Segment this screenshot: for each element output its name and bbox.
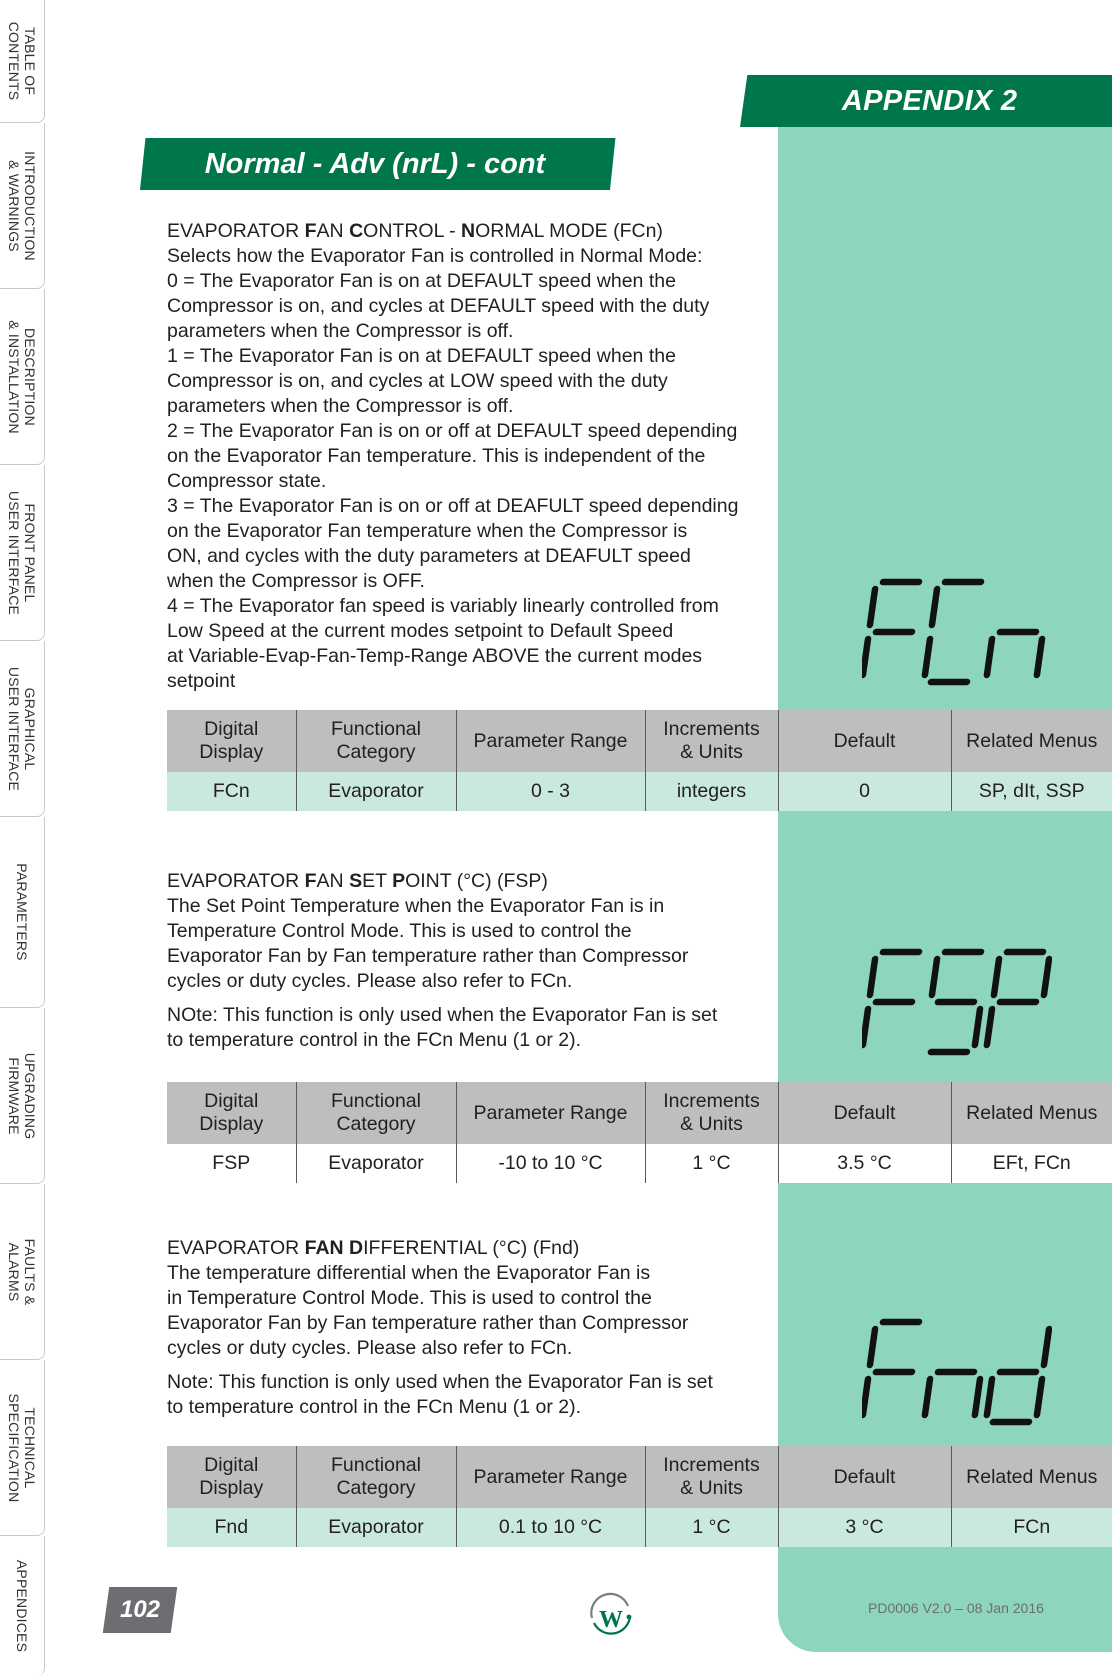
table-header-row [167, 710, 1112, 772]
body-line: on the Evaporator Fan temperature when the Compressor is [167, 520, 688, 542]
cell-increments-units: 1 °C [645, 1144, 778, 1183]
cell-parameter-range: 0 - 3 [456, 772, 645, 811]
body-line: setpoint [167, 670, 236, 692]
th-increments-units: Increments & Units [645, 1446, 778, 1508]
lcd-segment [975, 1379, 980, 1415]
th-digital-display: Digital Display [167, 1082, 296, 1144]
body-line: Compressor is on, and cycles at DEFAULT speed with the duty [167, 295, 710, 317]
table-row [167, 772, 1112, 811]
lcd-segment [925, 639, 930, 675]
side-tab-label: UPGRADING FIRMWARE [6, 1052, 38, 1139]
side-tab-label: INTRODUCTION & WARNINGS [6, 150, 38, 261]
lcd-segment [870, 589, 875, 625]
th-functional-category: Functional Category [296, 710, 456, 772]
body-line: parameters when the Compressor is off. [167, 395, 514, 417]
lcd-segment [987, 1379, 992, 1415]
side-tab-upgrading[interactable] [0, 1008, 45, 1184]
th-related-menus: Related Menus [951, 1446, 1112, 1508]
cell-default: 0 [778, 772, 951, 811]
body-line: 3 = The Evaporator Fan is on or off at DEAFULT speed depending [167, 495, 739, 517]
side-tab-technical[interactable] [0, 1360, 45, 1536]
lcd-segment [932, 589, 937, 625]
body-line: Evaporator Fan by Fan temperature rather than Compressor [167, 1312, 689, 1334]
body-line: when the Compressor is OFF. [167, 570, 425, 592]
side-tab-description[interactable] [0, 289, 45, 465]
body-line: Compressor state. [167, 470, 327, 492]
lcd-char-F [863, 582, 919, 675]
document-reference: PD0006 V2.0 – 08 Jan 2016 [868, 1600, 1044, 1616]
lcd-char-C [924, 582, 981, 682]
parameter-table-fcn [167, 710, 1112, 811]
body-line: cycles or duty cycles. Please also refer to FCn. [167, 1337, 573, 1359]
cell-increments-units: 1 °C [645, 1508, 778, 1547]
side-tab-faults[interactable] [0, 1184, 45, 1360]
body-line: cycles or duty cycles. Please also refer to FCn. [167, 970, 573, 992]
th-parameter-range: Parameter Range [456, 1082, 645, 1144]
th-digital-display: Digital Display [167, 1446, 296, 1508]
cell-digital-display: FSP [167, 1144, 296, 1183]
body-line: ON, and cycles with the duty parameters at DEAFULT speed [167, 545, 691, 567]
side-tab-introduction[interactable] [0, 123, 45, 289]
cell-functional-category: Evaporator [296, 772, 456, 811]
side-tab-label: FAULTS & ALARMS [6, 1238, 38, 1305]
th-default: Default [778, 1446, 951, 1508]
lcd-segment [863, 1009, 868, 1045]
lcd-segment [1044, 959, 1049, 995]
side-tab-appendices[interactable] [0, 1536, 45, 1676]
side-tab-front-panel[interactable] [0, 465, 45, 641]
cell-related-menus: FCn [951, 1508, 1112, 1547]
lcd-char-F [863, 1322, 919, 1415]
logo-letter: W [599, 1607, 623, 1633]
section-body [167, 894, 767, 994]
cell-digital-display: FCn [167, 772, 296, 811]
table-header-row [167, 1446, 1112, 1508]
side-tab-label: PARAMETERS [14, 863, 30, 961]
segment-display-fcn [862, 574, 1052, 694]
lcd-segment [987, 1009, 992, 1045]
cell-related-menus: SP, dIt, SSP [951, 772, 1112, 811]
lcd-char-d [986, 1329, 1049, 1422]
cell-related-menus: EFt, FCn [951, 1144, 1112, 1183]
appendix-title: APPENDIX 2 [841, 85, 1018, 117]
th-related-menus: Related Menus [951, 710, 1112, 772]
appendix-header [740, 75, 1112, 127]
lcd-display-svg [862, 1314, 1052, 1434]
note-line: to temperature control in the FCn Menu (1 or 2). [167, 1029, 582, 1051]
lcd-segment [863, 639, 868, 675]
body-line: Selects how the Evaporator Fan is controlled in Normal Mode: [167, 245, 703, 267]
page-number-badge [103, 1587, 177, 1633]
side-tab-table-of-contents[interactable] [0, 0, 45, 123]
th-parameter-range: Parameter Range [456, 1446, 645, 1508]
section-fnd-text [167, 1236, 767, 1420]
cell-functional-category: Evaporator [296, 1508, 456, 1547]
side-tab-label: FRONT PANEL USER INTERFACE [6, 490, 38, 615]
side-tab-label: TECHNICAL SPECIFICATION [6, 1393, 38, 1502]
section-note [167, 1003, 767, 1053]
page-number: 102 [119, 1596, 161, 1623]
side-nav [0, 0, 46, 1676]
section-heading: EVAPORATOR FAN DIFFERENTIAL (°C) (Fnd) [167, 1237, 580, 1259]
body-line: Low Speed at the current modes setpoint to Default Speed [167, 620, 674, 642]
th-functional-category: Functional Category [296, 1446, 456, 1508]
body-line: 4 = The Evaporator fan speed is variably linearly controlled from [167, 595, 719, 617]
table-row [167, 1144, 1112, 1183]
th-related-menus: Related Menus [951, 1082, 1112, 1144]
waeco-logo-icon [586, 1590, 636, 1640]
lcd-segment [1037, 1379, 1042, 1415]
parameter-table-fsp [167, 1082, 1112, 1183]
side-tab-label: DESCRIPTION & INSTALLATION [6, 319, 38, 434]
lcd-segment [870, 959, 875, 995]
cell-default: 3.5 °C [778, 1144, 951, 1183]
side-tab-label: APPENDICES [14, 1559, 30, 1653]
section-title: Normal - Adv (nrL) - cont [204, 148, 546, 180]
body-line: 1 = The Evaporator Fan is on at DEFAULT speed when the [167, 345, 676, 367]
section-body [167, 244, 767, 694]
cell-digital-display: Fnd [167, 1508, 296, 1547]
lcd-segment [1044, 1329, 1049, 1365]
lcd-segment [870, 1329, 875, 1365]
section-heading: EVAPORATOR FAN CONTROL - NORMAL MODE (FCn) [167, 220, 663, 242]
lcd-display-svg [862, 574, 1052, 694]
body-line: at Variable-Evap-Fan-Temp-Range ABOVE the current modes [167, 645, 703, 667]
lcd-segment [863, 1379, 868, 1415]
th-functional-category: Functional Category [296, 1082, 456, 1144]
body-line: Compressor is on, and cycles at LOW speed with the duty [167, 370, 668, 392]
segment-display-fnd [862, 1314, 1052, 1434]
th-increments-units: Increments & Units [645, 1082, 778, 1144]
lcd-char-S [924, 952, 988, 1052]
body-line: parameters when the Compressor is off. [167, 320, 514, 342]
body-line: The temperature differential when the Evaporator Fan is [167, 1262, 651, 1284]
lcd-segment [987, 639, 992, 675]
side-tab-parameters[interactable] [0, 817, 45, 1008]
lcd-segment [975, 1009, 980, 1045]
side-tab-label: GRAPHICAL USER INTERFACE [6, 666, 38, 791]
body-line: 0 = The Evaporator Fan is on at DEFAULT speed when the [167, 270, 676, 292]
segment-display-fsp [862, 944, 1052, 1064]
body-line: The Set Point Temperature when the Evaporator Fan is in [167, 895, 665, 917]
note-line: NOte: This function is only used when the Evaporator Fan is set [167, 1004, 718, 1026]
side-tab-label: TABLE OF CONTENTS [6, 21, 38, 101]
parameter-table-fnd [167, 1446, 1112, 1547]
lcd-char-P [987, 952, 1050, 1045]
cell-increments-units: integers [645, 772, 778, 811]
side-tab-graphical[interactable] [0, 641, 45, 817]
th-increments-units: Increments & Units [645, 710, 778, 772]
th-default: Default [778, 710, 951, 772]
body-line: Evaporator Fan by Fan temperature rather than Compressor [167, 945, 689, 967]
lcd-char-F [863, 952, 919, 1045]
body-line: on the Evaporator Fan temperature. This is independent of the [167, 445, 706, 467]
section-fcn-text [167, 219, 767, 694]
body-line: Temperature Control Mode. This is used to control the [167, 920, 632, 942]
lcd-segment [925, 1379, 930, 1415]
section-title-banner [140, 138, 615, 190]
lcd-segment [1037, 639, 1042, 675]
section-body [167, 1261, 767, 1361]
section-note [167, 1370, 767, 1420]
table-row [167, 1508, 1112, 1547]
cell-parameter-range: -10 to 10 °C [456, 1144, 645, 1183]
table-header-row [167, 1082, 1112, 1144]
th-parameter-range: Parameter Range [456, 710, 645, 772]
lcd-char-n [925, 1372, 981, 1415]
cell-functional-category: Evaporator [296, 1144, 456, 1183]
lcd-segment [932, 959, 937, 995]
section-heading: EVAPORATOR FAN SET POINT (°C) (FSP) [167, 870, 548, 892]
note-line: Note: This function is only used when the Evaporator Fan is set [167, 1371, 713, 1393]
lcd-char-n [987, 632, 1043, 675]
body-line: 2 = The Evaporator Fan is on or off at DEFAULT speed depending [167, 420, 738, 442]
th-default: Default [778, 1082, 951, 1144]
section-fsp-text [167, 869, 767, 1053]
lcd-display-svg [862, 944, 1052, 1064]
cell-default: 3 °C [778, 1508, 951, 1547]
body-line: in Temperature Control Mode. This is used to control the [167, 1287, 652, 1309]
lcd-segment [994, 959, 999, 995]
th-digital-display: Digital Display [167, 710, 296, 772]
note-line: to temperature control in the FCn Menu (1 or 2). [167, 1396, 582, 1418]
cell-parameter-range: 0.1 to 10 °C [456, 1508, 645, 1547]
